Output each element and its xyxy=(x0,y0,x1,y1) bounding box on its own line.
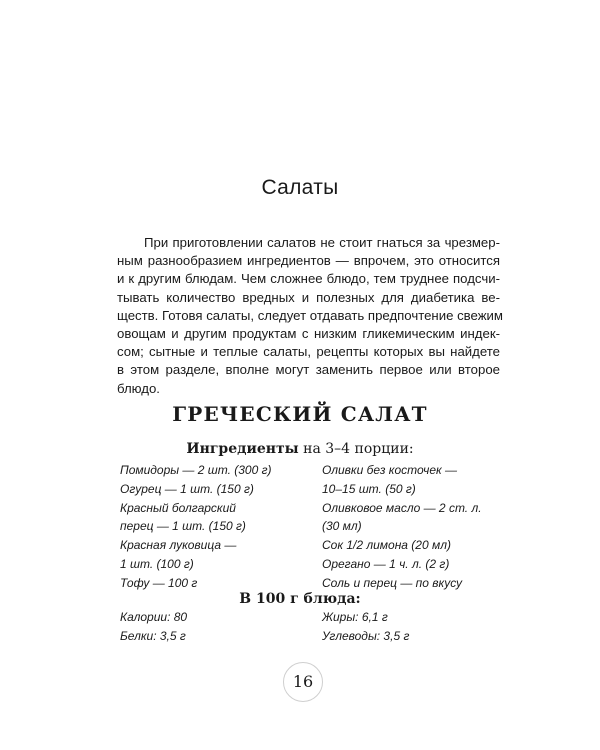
nutrition-line: Жиры: 6,1 г xyxy=(322,610,388,624)
ingredients-portions: на 3–4 порции: xyxy=(298,441,414,457)
section-title: Салаты xyxy=(261,176,339,199)
intro-line: При приготовлении салатов не стоит гнаться за чрезмер- xyxy=(144,235,500,250)
nutrition-left-column xyxy=(120,608,310,646)
ingredient-line: перец — 1 шт. (150 г) xyxy=(120,519,246,534)
ingredient-line: Оливковое масло — 2 ст. л. xyxy=(322,500,482,515)
nutrition-line: Углеводы: 3,5 г xyxy=(322,628,410,643)
nutrition-heading: В 100 г блюда: xyxy=(239,591,361,607)
ingredient-line: Орегано — 1 ч. л. (2 г) xyxy=(322,556,450,571)
ingredient-line: 1 шт. (100 г) xyxy=(120,556,194,571)
ingredients-heading xyxy=(0,441,600,457)
nutrition-line: Калории: 80 xyxy=(120,610,188,624)
intro-paragraph xyxy=(117,234,503,398)
nutrition-right-column xyxy=(322,608,512,646)
intro-line: тывать количество вредных и полезных для диабетика ве- xyxy=(117,289,500,305)
intro-line: ным разнообразием ингредиентов — впрочем, это относится xyxy=(117,253,500,269)
ingredients-left-column xyxy=(120,461,310,593)
ingredient-line: Помидоры — 2 шт. (300 г) xyxy=(120,463,272,477)
ingredients-right-column xyxy=(322,461,512,593)
intro-line: овощам и другим продуктам с низким гликемическим индек- xyxy=(117,326,500,342)
ingredient-line: Огурец — 1 шт. (150 г) xyxy=(120,481,254,496)
ingredient-line: Соль и перец — по вкусу xyxy=(322,575,463,590)
nutrition-line: Белки: 3,5 г xyxy=(120,628,186,643)
ingredient-line: 10–15 шт. (50 г) xyxy=(322,481,416,496)
recipe-title: ГРЕЧЕСКИЙ САЛАТ xyxy=(172,402,428,426)
intro-line: сом; сытные и теплые салаты, рецепты которых вы найдете xyxy=(117,344,500,360)
ingredient-line: Красный болгарский xyxy=(120,500,236,515)
ingredient-line: Тофу — 100 г xyxy=(120,575,198,590)
ingredient-line: Сок 1/2 лимона (20 мл) xyxy=(322,538,451,553)
ingredient-line: (30 мл) xyxy=(322,519,362,534)
page-number: 16 xyxy=(283,662,323,702)
intro-line: блюдо. xyxy=(117,380,160,396)
ingredient-line: Красная луковица — xyxy=(120,538,237,553)
intro-line: в этом разделе, вполне могут заменить первое или второе xyxy=(117,362,500,378)
ingredient-line: Оливки без косточек — xyxy=(322,463,457,477)
ingredients-label: Ингредиенты xyxy=(186,441,299,457)
intro-line: и к другим блюдам. Чем сложнее блюдо, тем труднее подсчи- xyxy=(117,271,500,287)
intro-line: ществ. Готовя салаты, следует отдавать предпочтение свежим xyxy=(117,307,503,323)
